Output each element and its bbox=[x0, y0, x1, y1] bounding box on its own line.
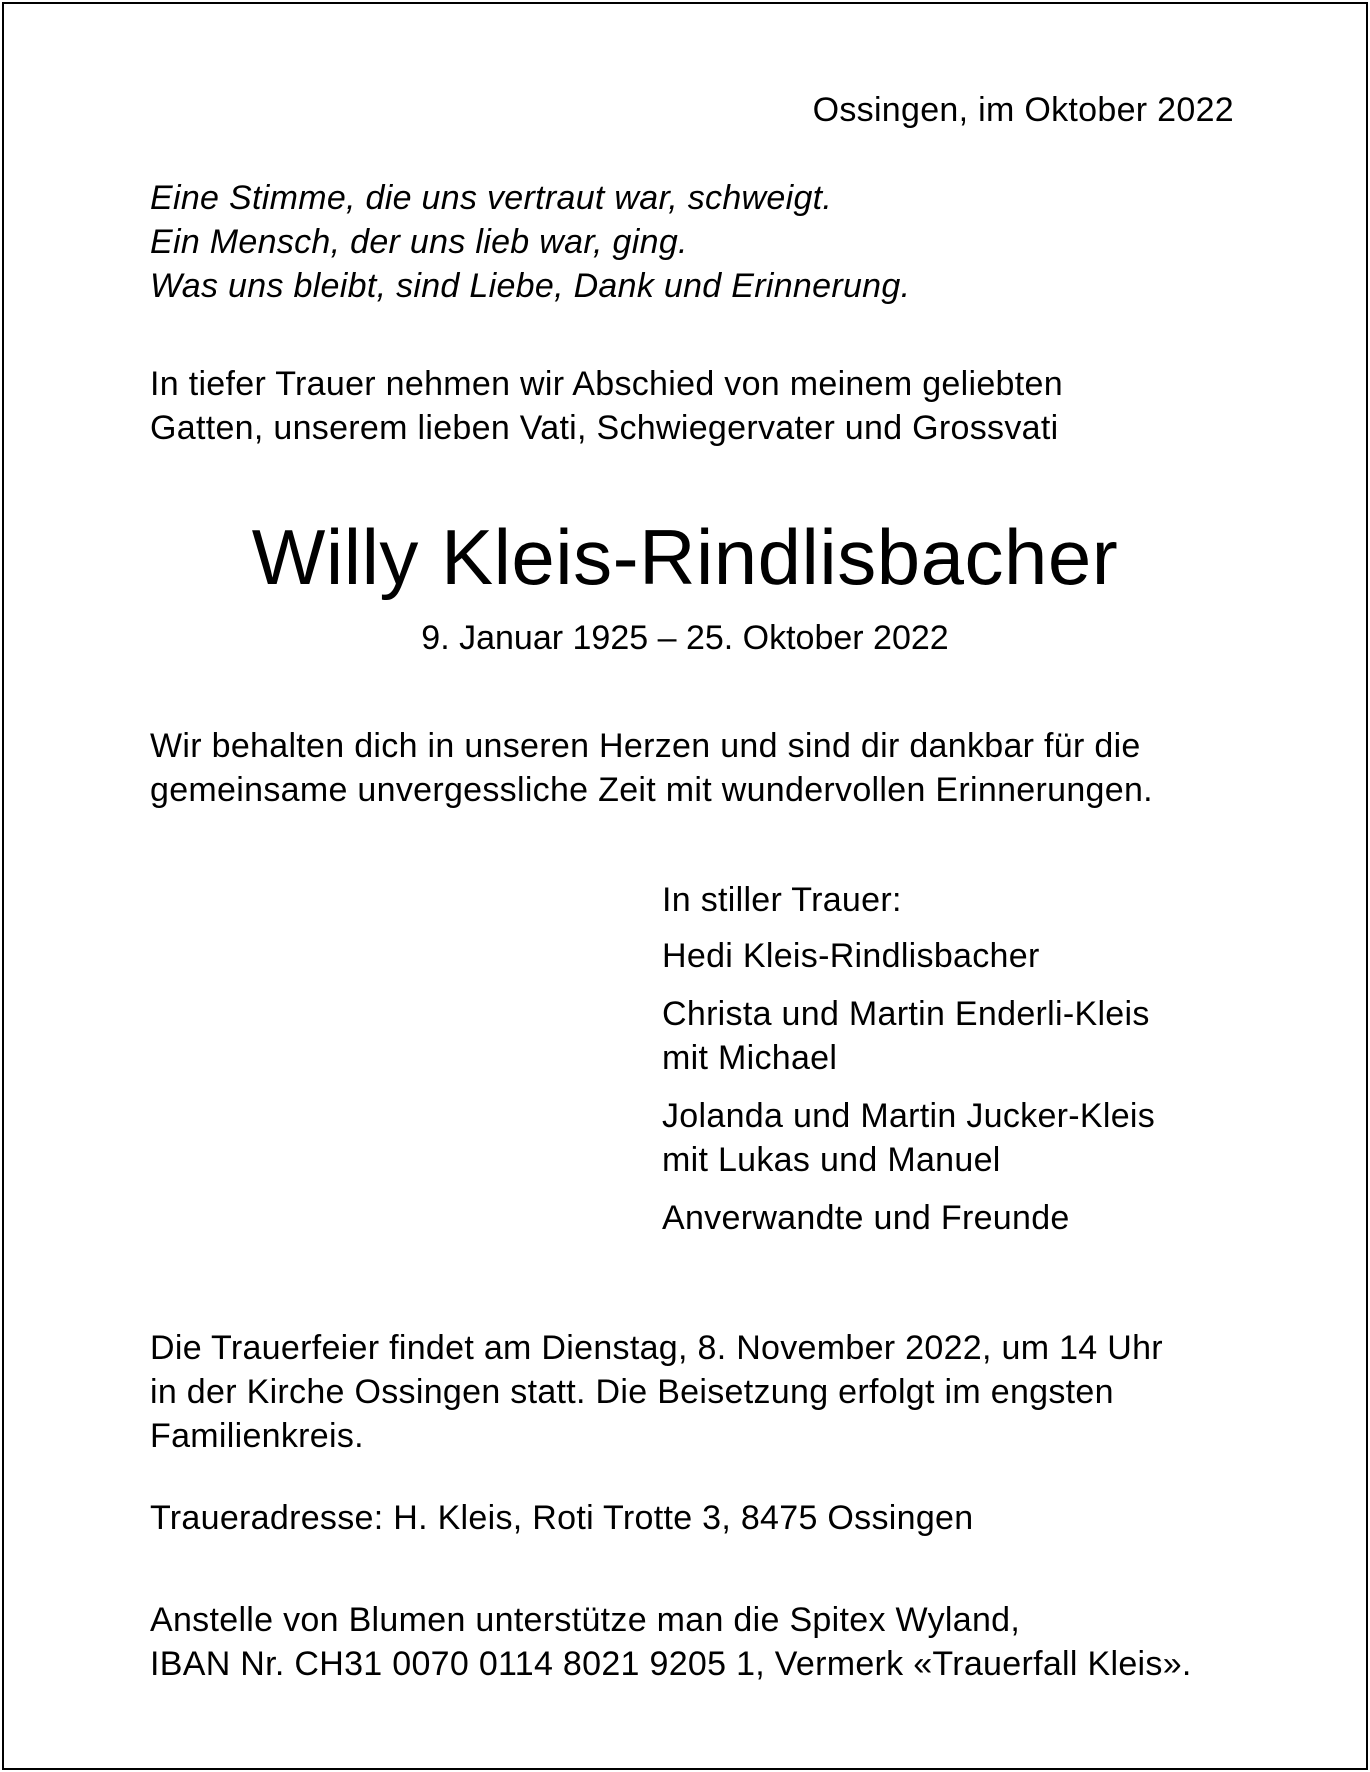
tribute-line-2: gemeinsame unvergessliche Zeit mit wundervollen Erinnerungen. bbox=[150, 771, 1153, 809]
ceremony-line-3: Familienkreis. bbox=[150, 1417, 364, 1455]
mourning-address: Traueradresse: H. Kleis, Roti Trotte 3, 8475 Ossingen bbox=[150, 1499, 974, 1537]
mourner-line: Christa und Martin Enderli-Kleis bbox=[662, 995, 1150, 1033]
ceremony-line-1: Die Trauerfeier findet am Dienstag, 8. November 2022, um 14 Uhr bbox=[150, 1329, 1163, 1367]
donation-line-2: IBAN Nr. CH31 0070 0114 8021 9205 1, Vermerk «Trauerfall Kleis». bbox=[150, 1645, 1192, 1683]
donation-line-1: Anstelle von Blumen unterstütze man die Spitex Wyland, bbox=[150, 1601, 1021, 1639]
mourners-heading: In stiller Trauer: bbox=[662, 881, 902, 919]
mourner-line: Anverwandte und Freunde bbox=[662, 1199, 1070, 1237]
life-dates: 9. Januar 1925 – 25. Oktober 2022 bbox=[421, 619, 949, 657]
mourner-line: Jolanda und Martin Jucker-Kleis bbox=[662, 1097, 1156, 1135]
poem-line-2: Ein Mensch, der uns lieb war, ging. bbox=[150, 223, 688, 261]
poem-line-1: Eine Stimme, die uns vertraut war, schweigt. bbox=[150, 179, 833, 217]
ceremony-line-2: in der Kirche Ossingen statt. Die Beisetzung erfolgt im engsten bbox=[150, 1373, 1114, 1411]
mourner-line: mit Michael bbox=[662, 1039, 838, 1077]
intro-line-1: In tiefer Trauer nehmen wir Abschied von meinem geliebten bbox=[150, 365, 1063, 403]
tribute-line-1: Wir behalten dich in unseren Herzen und sind dir dankbar für die bbox=[150, 727, 1141, 765]
mourner-line: Hedi Kleis-Rindlisbacher bbox=[662, 937, 1040, 975]
deceased-name: Willy Kleis-Rindlisbacher bbox=[251, 513, 1119, 601]
place-date: Ossingen, im Oktober 2022 bbox=[812, 91, 1234, 129]
mourner-line: mit Lukas und Manuel bbox=[662, 1141, 1001, 1179]
poem-line-3: Was uns bleibt, sind Liebe, Dank und Erinnerung. bbox=[150, 267, 911, 305]
intro-line-2: Gatten, unserem lieben Vati, Schwiegervater und Grossvati bbox=[150, 409, 1059, 447]
